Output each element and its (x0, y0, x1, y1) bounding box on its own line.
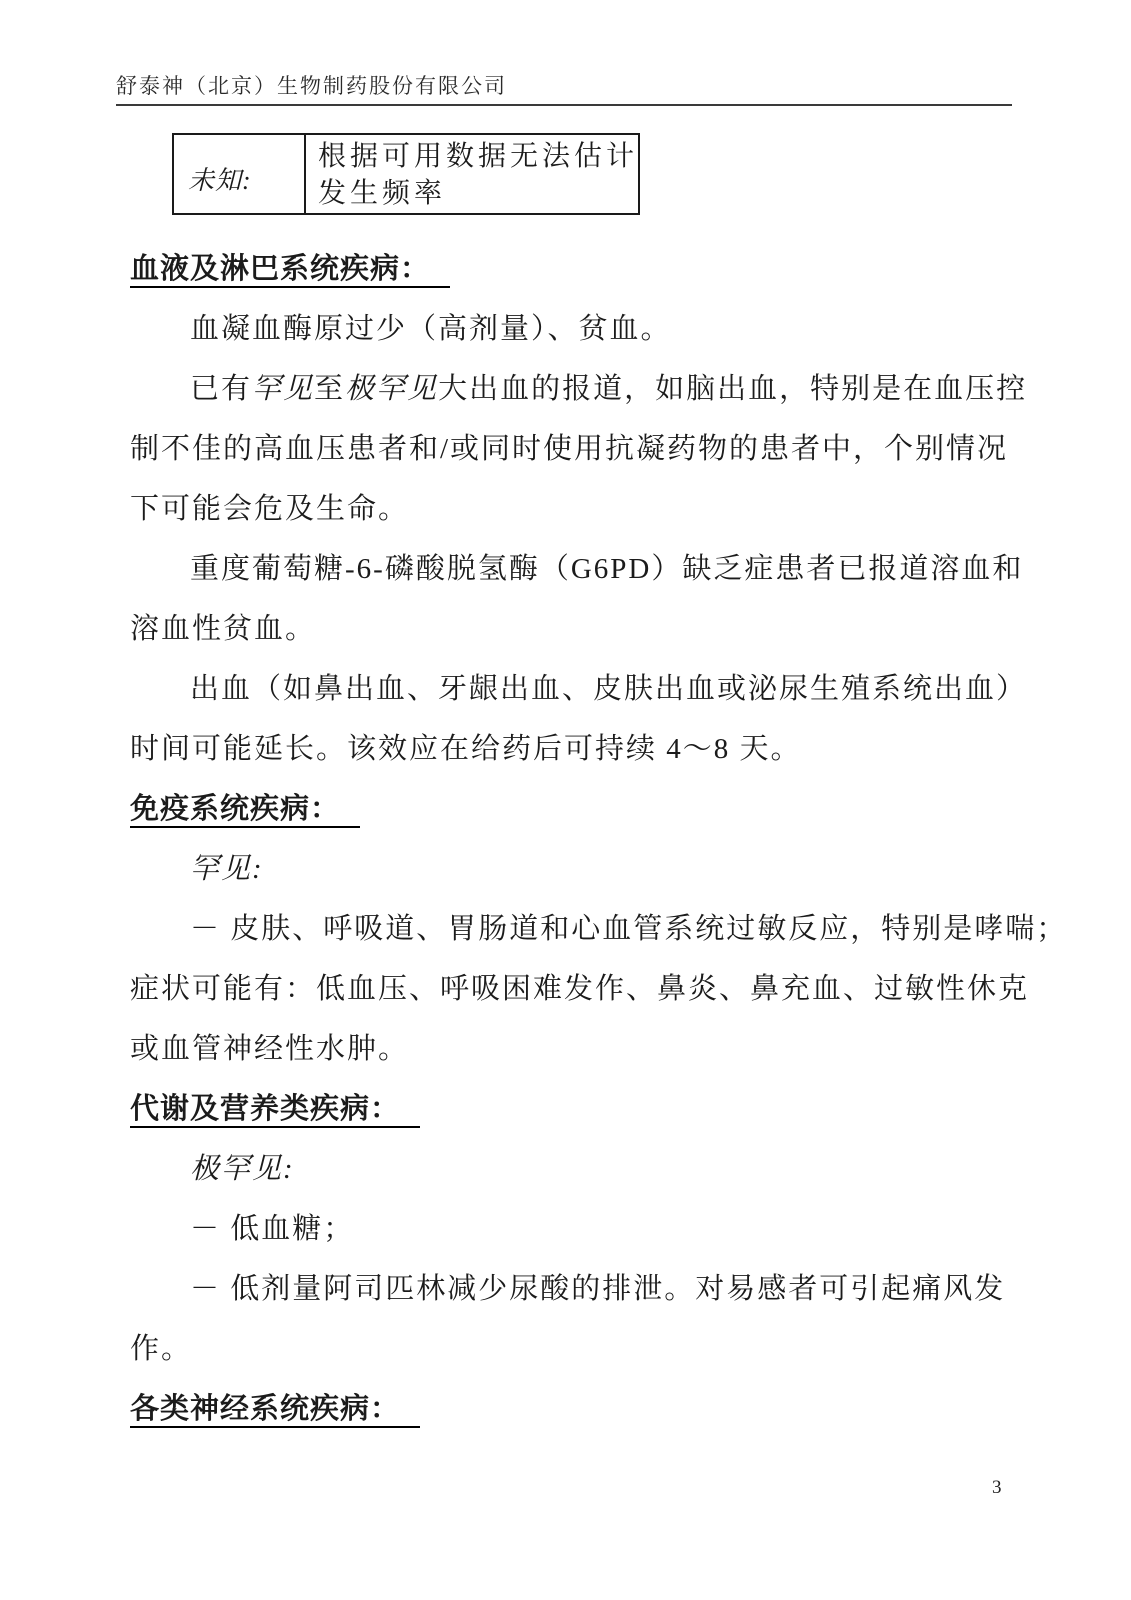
section-heading-metabolism-text: 代谢及营养类疾病： (130, 1093, 420, 1128)
frequency-table-value-cell (306, 135, 638, 213)
para-allergy-line2: 症状可能有：低血压、呼吸困难发作、鼻炎、鼻充血、过敏性休克 (130, 973, 1030, 1005)
frequency-table-label-cell (174, 135, 306, 213)
para-allergy-line1: － 皮肤、呼吸道、胃肠道和心血管系统过敏反应，特别是哮喘； (190, 913, 1068, 945)
para-bleeding-line2: 制不佳的高血压患者和/或同时使用抗凝药物的患者中，个别情况 (130, 433, 1009, 465)
section-heading-blood (130, 239, 1030, 299)
para-bleeding-seg-to: 至 (314, 373, 346, 405)
para-bleeding-seg-prefix: 已有 (190, 373, 253, 405)
frequency-label: 未知: (188, 165, 252, 195)
para-hemorrhage-time-line2: 时间可能延长。该效应在给药后可持续 4～8 天。 (130, 733, 802, 765)
section-heading-nervous (130, 1379, 1030, 1439)
header-divider (116, 104, 1012, 106)
section-heading-nervous-text: 各类神经系统疾病： (130, 1393, 420, 1428)
para-bleeding-seg-rare: 罕见 (252, 373, 315, 405)
section-heading-immune-text: 免疫系统疾病： (130, 793, 360, 828)
frequency-value-line2: 发生频率 (318, 178, 447, 209)
para-g6pd-line2: 溶血性贫血。 (130, 613, 317, 645)
para-bleeding-seg-very-rare: 极罕见 (345, 373, 439, 405)
frequency-table (172, 133, 640, 215)
company-name: 舒泰神（北京）生物制药股份有限公司 (116, 74, 507, 98)
section-heading-blood-text: 血液及淋巴系统疾病： (130, 253, 450, 288)
para-uric-acid-line2: 作。 (130, 1333, 193, 1365)
frequency-value-line1: 根据可用数据无法估计 (318, 141, 639, 172)
para-uric-acid-line1: － 低剂量阿司匹林减少尿酸的排泄。对易感者可引起痛风发 (190, 1273, 1006, 1305)
para-bleeding-line3: 下可能会危及生命。 (130, 493, 410, 525)
label-rare: 罕见: (190, 853, 264, 885)
section-heading-immune (130, 779, 1030, 839)
para-bleeding-line1 (130, 359, 1030, 419)
label-very-rare: 极罕见: (190, 1153, 295, 1185)
para-allergy-line3: 或血管神经性水肿。 (130, 1033, 410, 1065)
page-number: 3 (992, 1477, 1002, 1498)
section-heading-metabolism (130, 1079, 1030, 1139)
para-bleeding-seg-rest: 大出血的报道，如脑出血，特别是在血压控 (438, 373, 1028, 405)
para-g6pd-line1: 重度葡萄糖-6-磷酸脱氢酶（G6PD）缺乏症患者已报道溶血和 (190, 553, 1024, 585)
para-anemia: 血凝血酶原过少（高剂量）、贫血。 (190, 313, 672, 345)
document-body (130, 239, 1068, 1439)
para-hemorrhage-time-line1: 出血（如鼻出血、牙龈出血、皮肤出血或泌尿生殖系统出血） (190, 673, 1028, 705)
item-hypoglycemia: － 低血糖； (190, 1213, 355, 1245)
